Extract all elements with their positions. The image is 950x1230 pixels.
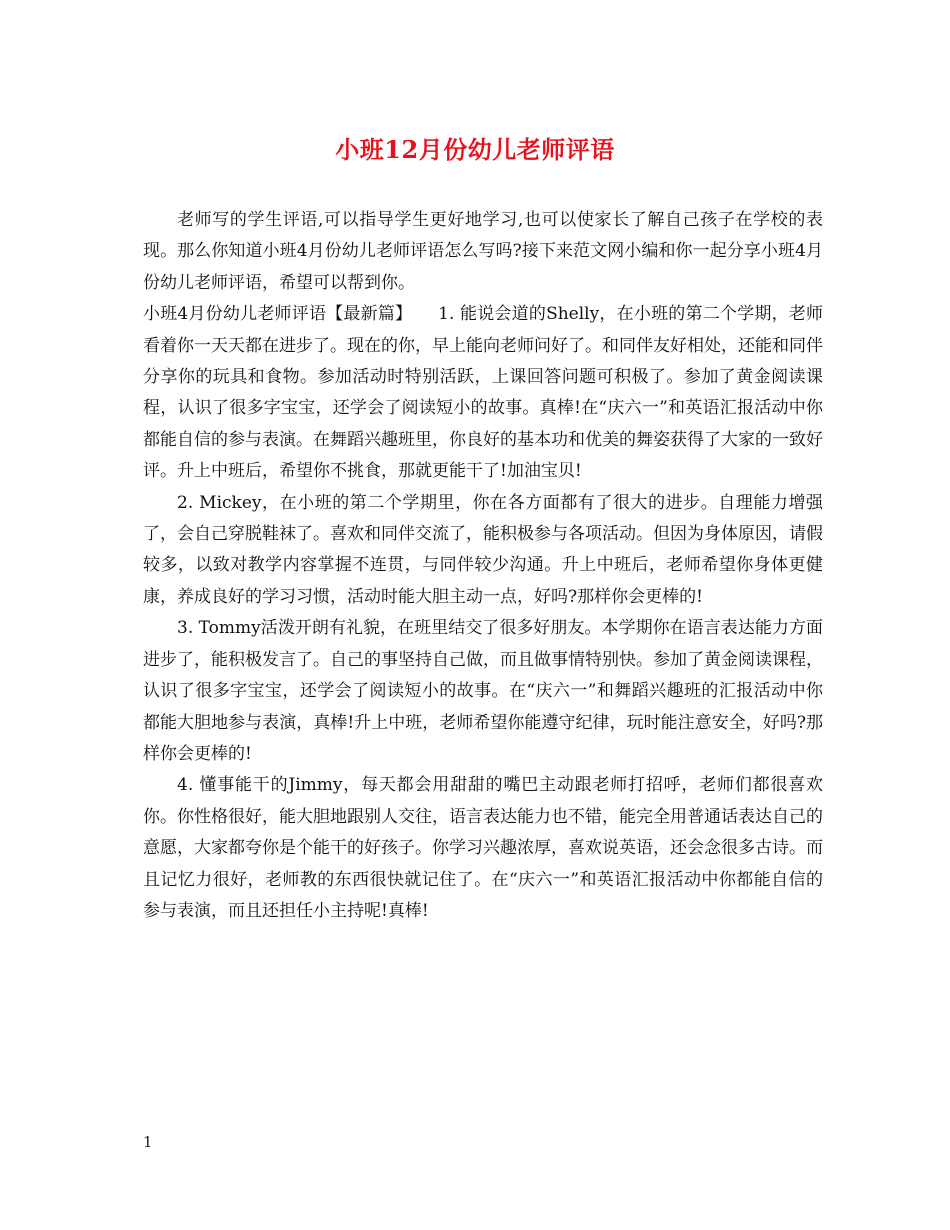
intro-paragraph: 老师写的学生评语,可以指导学生更好地学习,也可以使家长了解自己孩子在学校的表现。那么你知道小班4月份幼儿老师评语怎么写吗?接下来范文网小编和你一起分享小班4月份幼儿老师评语，希望可以帮到你。	[143, 210, 823, 293]
document-title: 小班12月份幼儿老师评语	[335, 135, 615, 164]
document-body	[143, 205, 823, 927]
comment-paragraph-2: 2. Mickey，在小班的第二个学期里，你在各方面都有了很大的进步。自理能力增强了，会自己穿脱鞋袜了。喜欢和同伴交流了，能积极参与各项活动。但因为身体原因，请假较多，以致对教学内容掌握不连贯，与同伴较少沟通。升上中班后，老师希望你身体更健康，养成良好的学习习惯，活动时能大胆主动一点，好吗?那样你会更棒的!	[143, 492, 823, 607]
page-number: 1	[143, 1133, 153, 1151]
comment-paragraph-1: 小班4月份幼儿老师评语【最新篇】 1. 能说会道的Shelly，在小班的第二个学期，老师看着你一天天都在进步了。现在的你，早上能向老师问好了。和同伴友好相处，还能和同伴分享你的玩具和食物。参加活动时特别活跃，上课回答问题可积极了。参加了黄金阅读课程，认识了很多字宝宝，还学会了阅读短小的故事。真棒!在“庆六一”和英语汇报活动中你都能自信的参与表演。在舞蹈兴趣班里，你良好的基本功和优美的舞姿获得了大家的一致好评。升上中班后，希望你不挑食，那就更能干了!加油宝贝!	[143, 304, 823, 482]
comment-paragraph-3: 3. Tommy活泼开朗有礼貌，在班里结交了很多好朋友。本学期你在语言表达能力方面进步了，能积极发言了。自己的事坚持自己做，而且做事情特别快。参加了黄金阅读课程，认识了很多字宝宝，还学会了阅读短小的故事。在“庆六一”和舞蹈兴趣班的汇报活动中你都能大胆地参与表演，真棒!升上中班，老师希望你能遵守纪律，玩时能注意安全，好吗?那样你会更棒的!	[143, 618, 823, 764]
comment-paragraph-4: 4. 懂事能干的Jimmy，每天都会用甜甜的嘴巴主动跟老师打招呼，老师们都很喜欢你。你性格很好，能大胆地跟别人交往，语言表达能力也不错，能完全用普通话表达自己的意愿，大家都夸你是个能干的好孩子。你学习兴趣浓厚，喜欢说英语，还会念很多古诗。而且记忆力很好，老师教的东西很快就记住了。在“庆六一”和英语汇报活动中你都能自信的参与表演，而且还担任小主持呢!真棒!	[143, 775, 823, 921]
